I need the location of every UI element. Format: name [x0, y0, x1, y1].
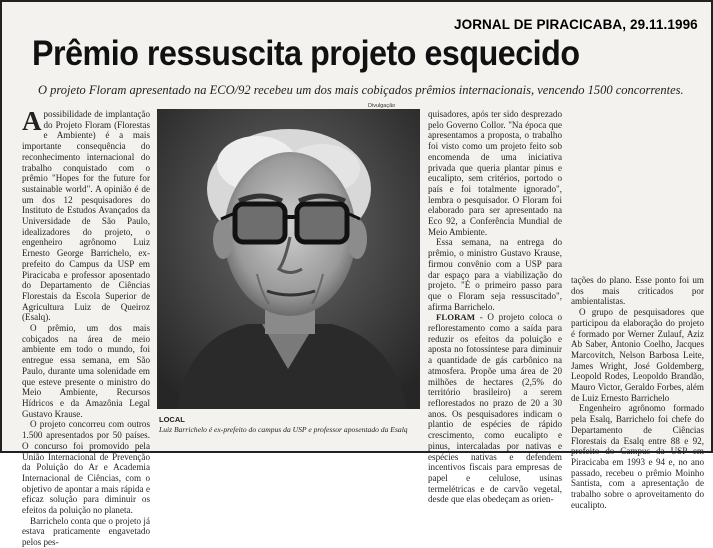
run-in-heading: FLORAM: [436, 312, 476, 323]
subheadline: O projeto Floram apresentado na ECO/92 recebeu um dos mais cobiçados prêmios internacionais, vencendo 1500 concorrentes.: [38, 83, 684, 97]
paragraph: quisadores, após ter sido desprezado pelo Governo Collor. "Na época que apresentamos a proposta, o trabalho foi visto como um projeto feito sob encomenda de uma iniciativa privada que queria plantar pinus e eucalipto, sem critérios, portodo o país e foi totalmente ignorado", lembra o pesquisador. O Floram foi elaborado para ser apresentado na Eco 92, a Conferência Mundial de Meio Ambiente.: [428, 109, 562, 237]
paragraph: O prêmio, um dos mais cobiçados na área de meio ambiente em todo o mundo, foi entregue essa semana, em São Paulo, durante uma solenidade em que esteve presente o ministro do Meio Ambiente, Recursos Hídricos e da Amazônia Legal Gustavo Krause.: [22, 323, 150, 419]
portrait-photo-image: [157, 109, 420, 409]
photo-caption: Luiz Barrichelo é ex-prefeito do campus da USP e professor aposentado da Esalq: [159, 425, 408, 434]
paragraph: [22, 106, 150, 323]
article-column-2: [428, 109, 562, 505]
paragraph: O projeto concorreu com outros 1.500 apresentados por 50 países. O concurso foi promovido pela União Internacional de Prevenção da Poluição do Ar e Academia Internacional de Ciências, com o objetivo de apontar a mais rápida e eficaz solução para diminuir os efeitos da poluição no planeta.: [22, 419, 150, 516]
paragraph: O grupo de pesquisadores que participou da elaboração do projeto é formado por Werner Zulauf, Aziz Ab Saber, Antonio Coelho, Jacques Marcovitch, Nelson Barbosa Leite, James Wright, José Goldemberg, Leopold Rodes, Leopoldo Brandão, Mauro Victor, Geraldo Forbes, além de Luiz Ernesto Barrichelo: [571, 307, 704, 403]
paragraph: Engenheiro agrônomo formado pela Esalq, Barrichelo foi chefe do Departamento de Ciências Florestais da Esalq entre 88 e 92, prefeito do Campus da USP em Piracicaba em 1993 e 94 e, no ano passado, recebeu o prêmio Moinho Santista, com a apresentação de trabalho sobre o aproveitamento do eucalipto.: [571, 403, 704, 510]
paragraph: [428, 312, 562, 505]
photo-location-label: LOCAL: [159, 415, 185, 424]
paragraph: Essa semana, na entrega do prêmio, o ministro Gustavo Krause, firmou convênio com a USP para dar espaço para a viabilização do projeto. "É o primeiro passo para que o Floram seja ressuscitado", afirma Barrichelo.: [428, 237, 562, 312]
article-column-3: [571, 275, 704, 510]
portrait-photo: [157, 109, 420, 409]
article-column-1: [22, 106, 150, 548]
paragraph-text: possibilidade de implantação do Projeto Floram (Florestas e Ambiente) é a mais importante consequência do reconhecimento internacional do trabalho conquistado com o prêmio "Hopes for the future for sustainable world". A opinião é de um dos 12 pesquisadores do Instituto de Estudos Avançados da Universidade de São Paulo, idealizadores do projeto, o engenheiro agrônomo Luiz Ernesto George Barrichelo, ex-prefeito do Campus da USP em Piracicaba e professor aposentado do Departamento de Ciências Florestais da Escola Superior de Agricultura Luiz de Queiroz (Esalq).: [22, 109, 150, 323]
paragraph: tações do plano. Esse ponto foi um dos mais criticados por ambientalistas.: [571, 275, 704, 307]
drop-cap: A: [22, 106, 42, 136]
paragraph: Barrichelo conta que o projeto já estava praticamente engavetado pelos pes-: [22, 515, 150, 548]
newspaper-source-date: JORNAL DE PIRACICABA, 29.11.1996: [454, 17, 698, 32]
photo-credit: Divulgação: [368, 103, 396, 109]
paragraph-text: - O projeto coloca o reflorestamento como a saída para reduzir os efeitos da poluição e aposta no fotossíntese para diminuir a quantidade de gás carbônico na atmosfera. Propõe uma área de 20 milhões de hectares (2,5% do território brasileiro) a serem reflorestados no prazo de 20 a 30 anos. Os pesquisadores indicam o plantio de espécies de rápido crescimento, como eucalipto e pinus, intercaladas por nativas e espécies nativas e defendem incentivos fiscais para empresas de papel e celulose, usinas termelétricas e de carvão vegetal, desde que elas obedeçam as orien-: [428, 312, 562, 505]
headline: Prêmio ressuscita projeto esquecido: [32, 34, 580, 73]
